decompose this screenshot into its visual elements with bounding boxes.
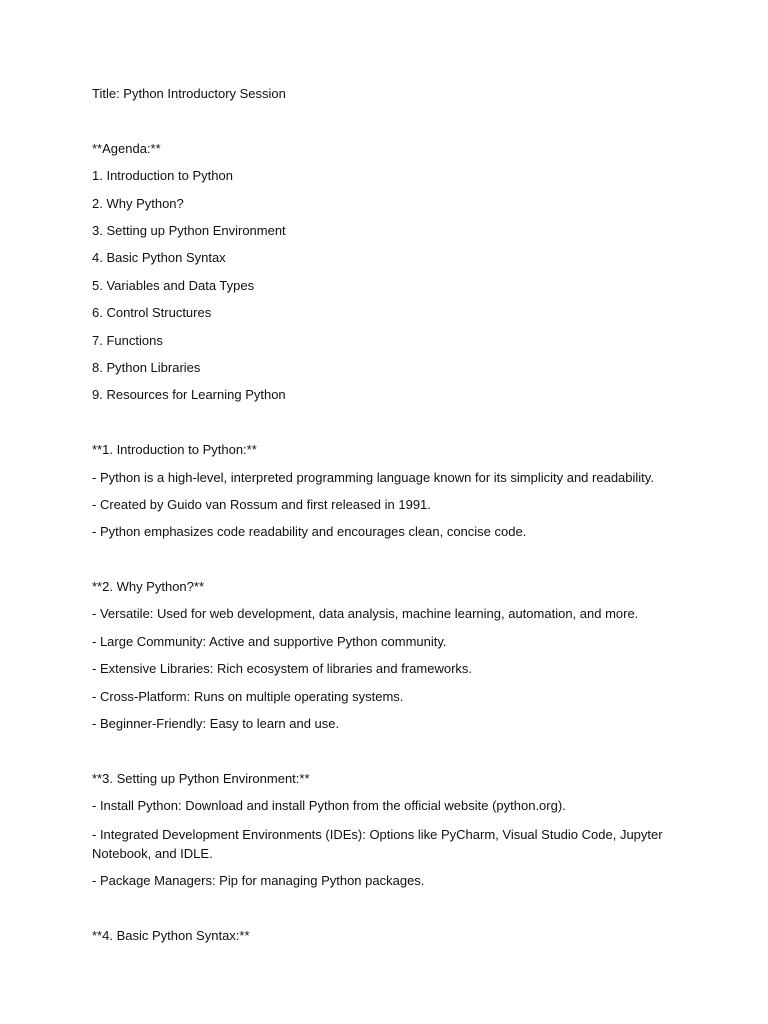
- bullet-item: - Versatile: Used for web development, data analysis, machine learning, automation, and more.: [92, 606, 639, 622]
- bullet-item: - Large Community: Active and supportive Python community.: [92, 633, 447, 649]
- agenda-item: 6. Control Structures: [92, 305, 212, 321]
- section-heading-why-python: **2. Why Python?**: [92, 579, 205, 595]
- bullet-item: - Install Python: Download and install Python from the official website (python.org).: [92, 798, 566, 814]
- agenda-item: 9. Resources for Learning Python: [92, 387, 286, 403]
- bullet-item: - Python emphasizes code readability and encourages clean, concise code.: [92, 524, 527, 540]
- agenda-item: 8. Python Libraries: [92, 359, 201, 375]
- section-heading-introduction: **1. Introduction to Python:**: [92, 442, 257, 458]
- agenda-item: 4. Basic Python Syntax: [92, 250, 226, 266]
- document-title: Title: Python Introductory Session: [92, 86, 286, 101]
- agenda-item: 5. Variables and Data Types: [92, 277, 255, 293]
- bullet-item: - Integrated Development Environments (IDEs): Options like PyCharm, Visual Studio Code, Jupyter Notebook, and IDLE.: [92, 826, 663, 861]
- bullet-item: - Created by Guido van Rossum and first released in 1991.: [92, 496, 431, 512]
- bullet-item: - Extensive Libraries: Rich ecosystem of libraries and frameworks.: [92, 661, 473, 677]
- agenda-item: 1. Introduction to Python: [92, 168, 233, 184]
- section-heading-syntax: **4. Basic Python Syntax:**: [92, 927, 250, 943]
- document-content: [92, 85, 692, 945]
- bullet-item: - Package Managers: Pip for managing Python packages.: [92, 873, 425, 888]
- bullet-item: - Beginner-Friendly: Easy to learn and use.: [92, 716, 340, 732]
- agenda-item: 7. Functions: [92, 332, 163, 348]
- section-heading-environment: **3. Setting up Python Environment:**: [92, 770, 310, 786]
- agenda-item: 3. Setting up Python Environment: [92, 222, 286, 238]
- bullet-item: - Python is a high-level, interpreted programming language known for its simplicity and readability.: [92, 469, 654, 485]
- agenda-heading: **Agenda:**: [92, 140, 161, 156]
- agenda-item: 2. Why Python?: [92, 195, 184, 211]
- bullet-item: - Cross-Platform: Runs on multiple operating systems.: [92, 688, 404, 704]
